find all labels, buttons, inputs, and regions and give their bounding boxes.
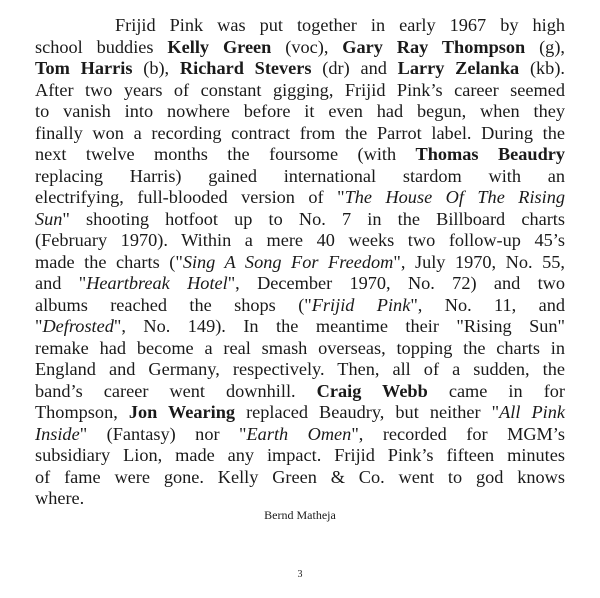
article-line bbox=[35, 402, 565, 424]
text-run: replaced Beaudry, but neither " bbox=[235, 402, 500, 422]
text-run: where. bbox=[35, 488, 85, 508]
text-run: remake had become a real smash overseas, topping the charts in bbox=[35, 337, 565, 358]
article-line bbox=[35, 273, 565, 295]
text-run: made the charts (" bbox=[35, 251, 183, 272]
article-line bbox=[35, 338, 565, 360]
text-run: replacing Harris) gained international stardom with an bbox=[35, 165, 565, 186]
text-run: ", No. 149). In the meantime their "Rising Sun" bbox=[113, 316, 565, 336]
article-line bbox=[35, 101, 565, 123]
text-run: " (Fantasy) nor " bbox=[79, 423, 247, 444]
article-line bbox=[35, 230, 565, 252]
italic-title: The House Of The Rising bbox=[344, 187, 565, 207]
article-line bbox=[35, 209, 565, 231]
article-line bbox=[35, 144, 565, 166]
article-line bbox=[35, 467, 565, 489]
text-run: England and Germany, respectively. Then, all of a sudden, the bbox=[35, 359, 565, 379]
text-run: (b), bbox=[132, 58, 180, 78]
article-text bbox=[35, 15, 565, 510]
italic-title: Sun bbox=[35, 208, 63, 229]
bold-name: Richard Stevers bbox=[179, 58, 312, 78]
text-run: (g), bbox=[525, 36, 565, 57]
text-run: ", No. 11, and bbox=[410, 294, 566, 315]
page-number: 3 bbox=[297, 569, 303, 580]
text-run: Frijid Pink was put together in early 1967 by high bbox=[115, 15, 565, 35]
text-run: (voc), bbox=[271, 36, 343, 57]
article-line bbox=[35, 166, 565, 188]
article-line bbox=[35, 316, 565, 338]
text-run: ", July 1970, No. 55, bbox=[393, 251, 566, 272]
article-line bbox=[35, 295, 565, 317]
text-run: subsidiary Lion, made any impact. Frijid Pink’s fifteen minutes bbox=[35, 445, 565, 465]
article-line bbox=[35, 37, 565, 59]
italic-title: Inside bbox=[35, 423, 80, 444]
text-run: came in for bbox=[427, 380, 566, 401]
italic-title: Sing A Song For Freedom bbox=[182, 251, 394, 272]
article-line bbox=[35, 445, 565, 467]
text-run: (kb). bbox=[519, 58, 565, 78]
italic-title: Defrosted bbox=[42, 316, 114, 336]
author-signature: Bernd Matheja bbox=[264, 508, 336, 522]
article-line bbox=[35, 488, 565, 510]
article-line bbox=[35, 252, 565, 274]
text-run: ", recorded for MGM’s bbox=[351, 423, 565, 444]
text-run: Thompson, bbox=[35, 402, 129, 422]
article-line bbox=[35, 123, 565, 145]
bold-name: Jon Wearing bbox=[128, 402, 236, 422]
text-run: next twelve months the foursome (with bbox=[35, 144, 416, 164]
article-line bbox=[35, 424, 565, 446]
italic-title: Frijid Pink bbox=[311, 294, 411, 315]
text-run: to vanish into nowhere before it even had begun, when they bbox=[35, 101, 565, 121]
text-run: electrifying, full-blooded version of " bbox=[35, 187, 345, 207]
text-run: " bbox=[35, 316, 43, 336]
italic-title: All Pink bbox=[499, 402, 565, 422]
bold-name: Thomas Beaudry bbox=[415, 144, 565, 164]
article-line bbox=[35, 58, 565, 80]
article-line bbox=[35, 80, 565, 102]
article-line bbox=[35, 187, 565, 209]
bold-name: Kelly Green bbox=[167, 36, 272, 57]
article-line bbox=[35, 359, 565, 381]
text-run: and " bbox=[35, 273, 87, 293]
italic-title: Heartbreak Hotel bbox=[86, 273, 228, 293]
article-line bbox=[35, 381, 565, 403]
text-run: ", December 1970, No. 72) and two bbox=[227, 273, 566, 293]
text-run: " shooting hotfoot up to No. 7 in the Billboard charts bbox=[62, 208, 565, 229]
text-run: school buddies bbox=[35, 36, 168, 57]
text-run: albums reached the shops (" bbox=[35, 294, 312, 315]
italic-title: Earth Omen bbox=[246, 423, 352, 444]
bold-name: Gary Ray Thompson bbox=[342, 36, 526, 57]
bold-name: Craig Webb bbox=[316, 380, 428, 401]
text-run: After two years of constant gigging, Frijid Pink’s career seemed bbox=[35, 79, 565, 100]
bold-name: Larry Zelanka bbox=[397, 58, 520, 78]
text-run: (dr) and bbox=[311, 58, 398, 78]
text-run: of fame were gone. Kelly Green & Co. went to god knows bbox=[35, 466, 565, 487]
article-line bbox=[35, 15, 565, 37]
text-run: band’s career went downhill. bbox=[35, 380, 317, 401]
text-run: finally won a recording contract from the Parrot label. During the bbox=[35, 122, 565, 143]
text-run: (February 1970). Within a mere 40 weeks two follow-up 45’s bbox=[35, 230, 565, 250]
bold-name: Tom Harris bbox=[35, 58, 133, 78]
